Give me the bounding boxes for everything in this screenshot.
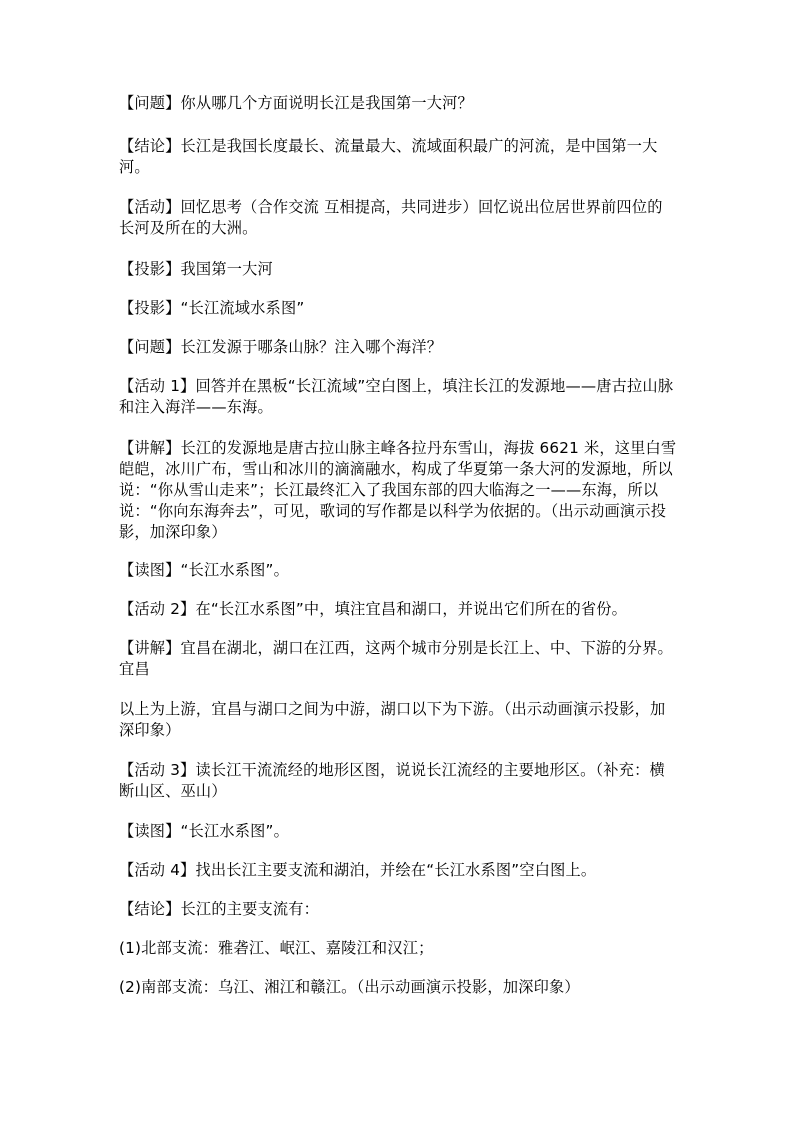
explanation-yichang-paragraph: 【讲解】宜昌在湖北，湖口在江西，这两个城市分别是长江上、中、下游的分界。宜昌 — [119, 639, 673, 678]
question-source-paragraph: 【问题】长江发源于哪条山脉？注入哪个海洋？ — [119, 338, 443, 356]
activity-paragraph: 【活动】回忆思考（合作交流 互相提高，共同进步）回忆说出位居世界前四位的长河及所在的大洲。 — [119, 198, 663, 237]
south-tributaries-paragraph: (2)南部支流：乌江、湘江和赣江。（出示动画演示投影，加深印象） — [119, 978, 580, 996]
question-paragraph: 【问题】你从哪几个方面说明长江是我国第一大河？ — [119, 94, 473, 112]
activity-3-paragraph: 【活动 3】读长江干流流经的地形区图，说说长江流经的主要地形区。（补充：横断山区、巫山） — [119, 761, 665, 800]
read-map-2-paragraph: 【读图】“长江水系图”。 — [119, 822, 290, 840]
tributaries-conclusion-paragraph: 【结论】长江的主要支流有： — [119, 900, 320, 918]
activity-2-paragraph: 【活动 2】在“长江水系图”中，填注宜昌和湖口，并说出它们所在的省份。 — [119, 600, 628, 618]
activity-1-paragraph: 【活动 1】回答并在黑板“长江流域”空白图上，填注长江的发源地——唐古拉山脉和注入海洋——东海。 — [119, 377, 674, 416]
north-tributaries-paragraph: (1)北部支流：雅砻江、岷江、嘉陵江和汉江； — [119, 939, 434, 957]
conclusion-paragraph: 【结论】长江是我国长度最长、流量最大、流域面积最广的河流，是中国第一大河。 — [119, 137, 658, 176]
projection-paragraph: 【投影】我国第一大河 — [119, 260, 273, 278]
read-map-paragraph: 【读图】“长江水系图”。 — [119, 561, 290, 579]
explanation-reaches-paragraph: 以上为上游，宜昌与湖口之间为中游，湖口以下为下游。（出示动画演示投影，加深印象） — [119, 700, 666, 739]
explanation-source-paragraph: 【讲解】长江的发源地是唐古拉山脉主峰各拉丹东雪山，海拔 6621 米，这里白雪皑皑，冰川广布，雪山和冰川的滴滴融水，构成了华夏第一条大河的发源地，所以说：“你从雪山走来”；长江最终汇入了我国东部的四大临海之一——东海，所以说：“你向东海奔去”，可见，歌词的写作都是以科学为依据的。（出示动画演示投影，加深印象） — [119, 439, 677, 541]
activity-4-paragraph: 【活动 4】找出长江主要支流和湖泊，并绘在“长江水系图”空白图上。 — [119, 861, 597, 879]
projection-map-paragraph: 【投影】“长江流域水系图” — [119, 299, 305, 317]
